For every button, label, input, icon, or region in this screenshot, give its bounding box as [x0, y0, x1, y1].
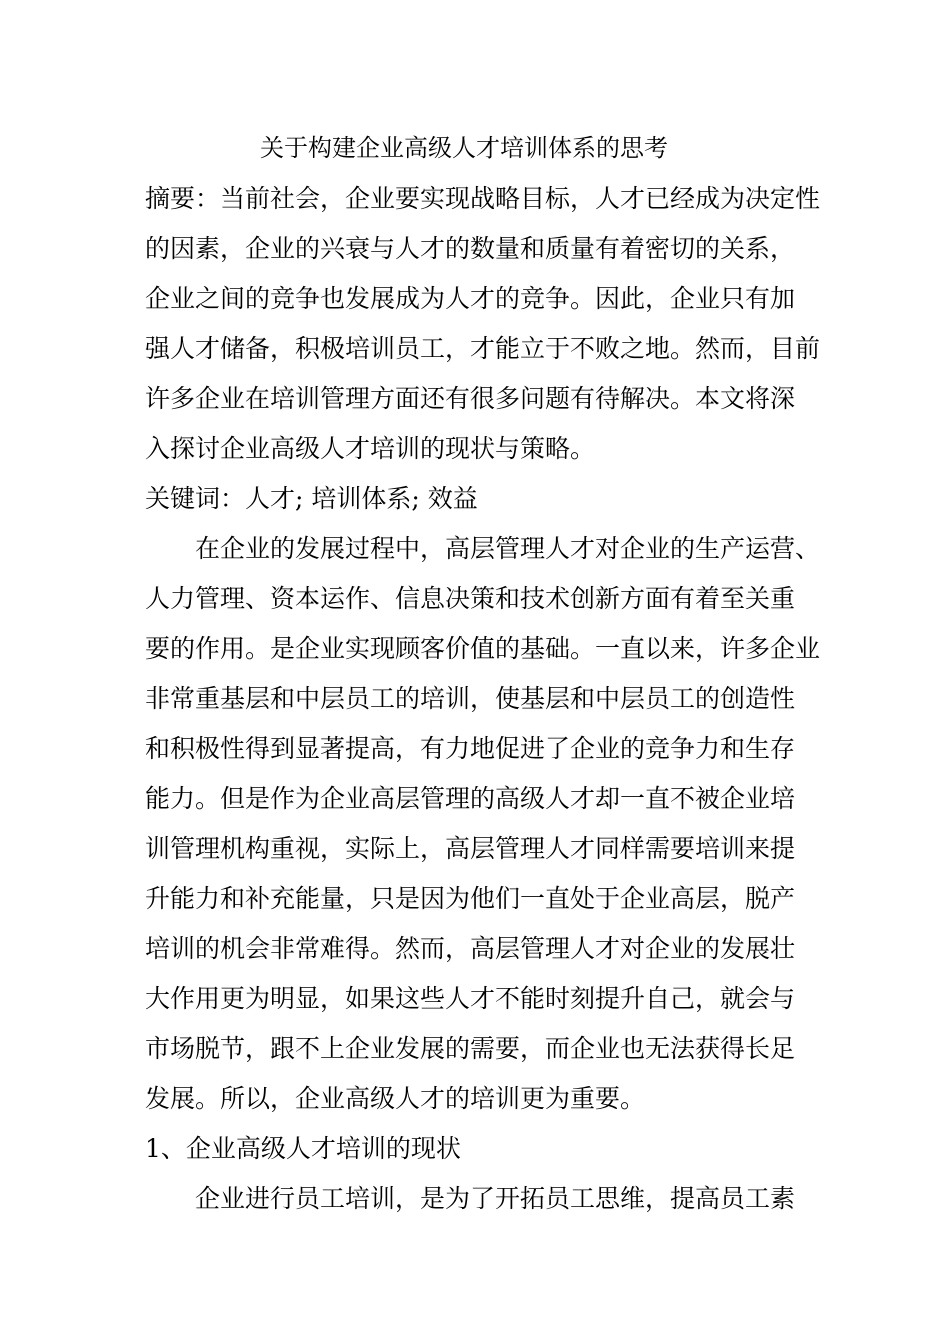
body-paragraph-line: 在企业的发展过程中，高层管理人才对企业的生产运营、: [195, 534, 821, 563]
document-title: 关于构建企业高级人才培训体系的思考: [260, 134, 668, 162]
body-paragraph-line: 要的作用。是企业实现顾客价值的基础。一直以来，许多企业: [145, 634, 821, 663]
body-paragraph-line: 市场脱节，跟不上企业发展的需要，而企业也无法获得长足: [145, 1034, 796, 1063]
body-paragraph-line: 升能力和补充能量，只是因为他们一直处于企业高层，脱产: [145, 884, 796, 913]
body-paragraph-line: 大作用更为明显，如果这些人才不能时刻提升自己，就会与: [145, 984, 796, 1013]
abstract-line: 强人才储备，积极培训员工，才能立于不败之地。然而，目前: [145, 334, 821, 363]
body-paragraph-line: 培训的机会非常难得。然而，高层管理人才对企业的发展壮: [145, 934, 796, 963]
section-heading: 1、企业高级人才培训的现状: [145, 1134, 461, 1163]
abstract-line: 摘要：当前社会，企业要实现战略目标，人才已经成为决定性: [145, 184, 821, 213]
body-paragraph-line: 非常重基层和中层员工的培训，使基层和中层员工的创造性: [145, 684, 796, 713]
abstract-line: 的因素，企业的兴衰与人才的数量和质量有着密切的关系，: [145, 234, 796, 263]
abstract-line: 许多企业在培训管理方面还有很多问题有待解决。本文将深: [145, 384, 796, 413]
body-paragraph-line: 能力。但是作为企业高层管理的高级人才却一直不被企业培: [145, 784, 796, 813]
keywords-line: 关键词：人才; 培训体系; 效益: [145, 484, 478, 513]
body-paragraph-line: 发展。所以，企业高级人才的培训更为重要。: [145, 1084, 646, 1113]
body-paragraph-line: 人力管理、资本运作、信息决策和技术创新方面有着至关重: [145, 584, 796, 613]
abstract-line: 入探讨企业高级人才培训的现状与策略。: [145, 434, 596, 463]
body-paragraph-line: 训管理机构重视，实际上，高层管理人才同样需要培训来提: [145, 834, 796, 863]
abstract-line: 企业之间的竞争也发展成为人才的竞争。因此，企业只有加: [145, 284, 796, 313]
body-paragraph-line: 和积极性得到显著提高，有力地促进了企业的竞争力和生存: [145, 734, 796, 763]
section-paragraph-line: 企业进行员工培训，是为了开拓员工思维，提高员工素: [195, 1184, 796, 1213]
